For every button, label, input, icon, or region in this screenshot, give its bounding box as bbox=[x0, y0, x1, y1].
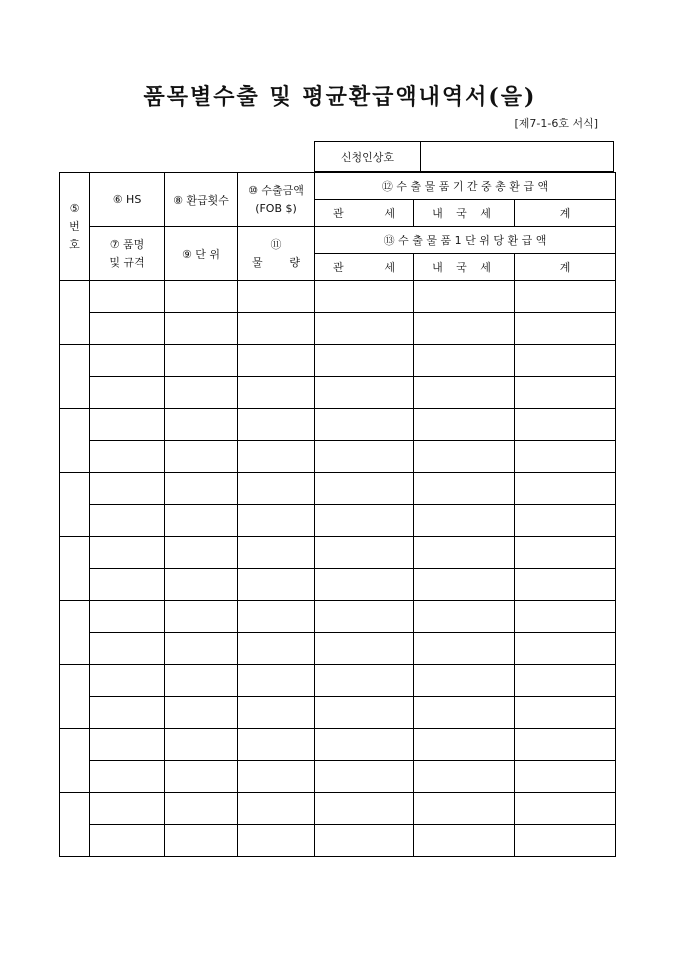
table-cell[interactable] bbox=[90, 537, 165, 569]
row-number-cell[interactable] bbox=[60, 665, 90, 729]
table-cell[interactable] bbox=[414, 665, 515, 697]
table-cell[interactable] bbox=[238, 505, 315, 537]
table-cell[interactable] bbox=[515, 697, 616, 729]
table-cell[interactable] bbox=[515, 441, 616, 473]
table-cell[interactable] bbox=[414, 697, 515, 729]
table-cell[interactable] bbox=[165, 473, 238, 505]
domestic-tax-header-2: 내 국 세 bbox=[414, 254, 515, 281]
table-cell[interactable] bbox=[315, 313, 414, 345]
table-row bbox=[60, 409, 616, 441]
table-cell[interactable] bbox=[515, 537, 616, 569]
table-cell[interactable] bbox=[515, 313, 616, 345]
table-cell[interactable] bbox=[315, 569, 414, 601]
table-cell[interactable] bbox=[414, 729, 515, 761]
table-cell[interactable] bbox=[238, 313, 315, 345]
table-cell[interactable] bbox=[315, 441, 414, 473]
table-cell[interactable] bbox=[414, 601, 515, 633]
table-cell[interactable] bbox=[238, 569, 315, 601]
number-header-char1: 번 bbox=[69, 219, 80, 233]
table-cell[interactable] bbox=[515, 665, 616, 697]
item-name-label: ⑦ 품명 bbox=[109, 237, 145, 251]
per-unit-refund-header: ⑬ 수 출 물 품 1 단 위 당 환 급 액 bbox=[315, 227, 616, 254]
period-total-refund-header: ⑫ 수 출 물 품 기 간 중 총 환 급 액 bbox=[315, 173, 616, 200]
customs-char-a: 관 bbox=[333, 261, 344, 274]
customs-char-b: 세 bbox=[384, 261, 395, 274]
item-spec-label: 및 규격 bbox=[109, 255, 145, 269]
table-cell[interactable] bbox=[165, 345, 238, 377]
table-cell[interactable] bbox=[315, 345, 414, 377]
domestic-tax-header-1: 내 국 세 bbox=[414, 200, 515, 227]
table-cell[interactable] bbox=[238, 825, 315, 857]
table-cell[interactable] bbox=[238, 665, 315, 697]
row-number-cell[interactable] bbox=[60, 473, 90, 537]
table-cell[interactable] bbox=[414, 825, 515, 857]
table-cell[interactable] bbox=[165, 409, 238, 441]
row-number-cell[interactable] bbox=[60, 537, 90, 601]
table-cell[interactable] bbox=[165, 441, 238, 473]
applicant-label: 신청인상호 bbox=[315, 142, 421, 171]
table-row bbox=[60, 281, 616, 313]
table-cell[interactable] bbox=[515, 761, 616, 793]
table-row bbox=[60, 473, 616, 505]
number-header-char2: 호 bbox=[69, 237, 80, 251]
table-cell[interactable] bbox=[414, 793, 515, 825]
table-cell[interactable] bbox=[515, 569, 616, 601]
table-row bbox=[60, 665, 616, 697]
unit-header: ⑨ 단 위 bbox=[165, 227, 238, 281]
table-cell[interactable] bbox=[315, 665, 414, 697]
table-cell[interactable] bbox=[90, 281, 165, 313]
table-row bbox=[60, 697, 616, 729]
table-cell[interactable] bbox=[165, 665, 238, 697]
export-amount-header bbox=[238, 173, 315, 227]
table-cell[interactable] bbox=[315, 633, 414, 665]
applicant-box bbox=[314, 141, 614, 172]
table-cell[interactable] bbox=[315, 825, 414, 857]
table-row bbox=[60, 729, 616, 761]
table-cell[interactable] bbox=[90, 601, 165, 633]
table-cell[interactable] bbox=[165, 729, 238, 761]
table-cell[interactable] bbox=[315, 281, 414, 313]
table-cell[interactable] bbox=[165, 281, 238, 313]
table-row bbox=[60, 825, 616, 857]
table-cell[interactable] bbox=[515, 505, 616, 537]
table-cell[interactable] bbox=[90, 761, 165, 793]
table-cell[interactable] bbox=[515, 633, 616, 665]
table-cell[interactable] bbox=[315, 729, 414, 761]
table-cell[interactable] bbox=[238, 345, 315, 377]
table-cell[interactable] bbox=[414, 633, 515, 665]
table-cell[interactable] bbox=[238, 729, 315, 761]
table-cell[interactable] bbox=[165, 633, 238, 665]
table-cell[interactable] bbox=[515, 601, 616, 633]
table-cell[interactable] bbox=[414, 569, 515, 601]
table-cell[interactable] bbox=[515, 281, 616, 313]
table-cell[interactable] bbox=[165, 377, 238, 409]
item-name-header bbox=[90, 227, 165, 281]
table-cell[interactable] bbox=[238, 697, 315, 729]
table-row bbox=[60, 633, 616, 665]
refund-count-header: ⑧ 환급횟수 bbox=[165, 173, 238, 227]
quantity-number: ⑪ bbox=[270, 237, 282, 251]
row-number-cell[interactable] bbox=[60, 601, 90, 665]
page-title: 품목별수출 및 평균환급액내역서(을) bbox=[143, 84, 537, 110]
form-number: [제7-1-6호 서식] bbox=[514, 117, 598, 130]
table-cell[interactable] bbox=[515, 377, 616, 409]
table-cell[interactable] bbox=[414, 761, 515, 793]
hs-header: ⑥ HS bbox=[90, 173, 165, 227]
table-cell[interactable] bbox=[515, 729, 616, 761]
table-row bbox=[60, 761, 616, 793]
table-cell[interactable] bbox=[90, 633, 165, 665]
table-cell[interactable] bbox=[315, 761, 414, 793]
table-row bbox=[60, 313, 616, 345]
quantity-char-a: 물 bbox=[252, 255, 263, 269]
header-row-1 bbox=[60, 173, 616, 200]
export-amount-unit: (FOB $) bbox=[255, 201, 297, 215]
table-cell[interactable] bbox=[515, 825, 616, 857]
table-row bbox=[60, 601, 616, 633]
table-cell[interactable] bbox=[165, 761, 238, 793]
table-row bbox=[60, 377, 616, 409]
table-cell[interactable] bbox=[90, 697, 165, 729]
customs-char-b: 세 bbox=[384, 207, 395, 220]
table-cell[interactable] bbox=[414, 441, 515, 473]
table-cell[interactable] bbox=[165, 569, 238, 601]
row-number-cell[interactable] bbox=[60, 345, 90, 409]
table-cell[interactable] bbox=[238, 473, 315, 505]
table-cell[interactable] bbox=[90, 569, 165, 601]
table-cell[interactable] bbox=[165, 697, 238, 729]
table-cell[interactable] bbox=[165, 537, 238, 569]
table-cell[interactable] bbox=[414, 537, 515, 569]
table-cell[interactable] bbox=[90, 473, 165, 505]
table-cell[interactable] bbox=[414, 345, 515, 377]
table-cell[interactable] bbox=[414, 313, 515, 345]
table-cell[interactable] bbox=[315, 473, 414, 505]
table-cell[interactable] bbox=[515, 409, 616, 441]
number-header bbox=[60, 173, 90, 281]
table-cell[interactable] bbox=[315, 697, 414, 729]
row-number-cell[interactable] bbox=[60, 793, 90, 857]
export-amount-label: ⑩ 수출금액 bbox=[248, 183, 304, 197]
row-number-cell[interactable] bbox=[60, 281, 90, 345]
table-row bbox=[60, 441, 616, 473]
table-cell[interactable] bbox=[238, 761, 315, 793]
table-cell[interactable] bbox=[238, 377, 315, 409]
table-cell[interactable] bbox=[414, 505, 515, 537]
total-header-2: 계 bbox=[515, 254, 616, 281]
table-cell[interactable] bbox=[315, 377, 414, 409]
customs-header-1 bbox=[315, 200, 414, 227]
table-cell[interactable] bbox=[165, 601, 238, 633]
table-cell[interactable] bbox=[315, 537, 414, 569]
table-cell[interactable] bbox=[515, 793, 616, 825]
table-cell[interactable] bbox=[165, 825, 238, 857]
table-cell[interactable] bbox=[165, 793, 238, 825]
table-cell[interactable] bbox=[238, 793, 315, 825]
table-row bbox=[60, 505, 616, 537]
table-cell[interactable] bbox=[238, 537, 315, 569]
table-cell[interactable] bbox=[238, 633, 315, 665]
table-cell[interactable] bbox=[414, 473, 515, 505]
refund-table bbox=[59, 172, 616, 857]
table-cell[interactable] bbox=[515, 345, 616, 377]
total-header-1: 계 bbox=[515, 200, 616, 227]
row-number-cell[interactable] bbox=[60, 409, 90, 473]
table-cell[interactable] bbox=[90, 665, 165, 697]
quantity-char-b: 량 bbox=[289, 255, 300, 269]
table-cell[interactable] bbox=[315, 601, 414, 633]
table-cell[interactable] bbox=[238, 601, 315, 633]
table-cell[interactable] bbox=[90, 345, 165, 377]
header-row-3 bbox=[60, 227, 616, 254]
table-cell[interactable] bbox=[90, 441, 165, 473]
table-cell[interactable] bbox=[90, 793, 165, 825]
table-row bbox=[60, 793, 616, 825]
customs-char-a: 관 bbox=[333, 207, 344, 220]
table-row bbox=[60, 345, 616, 377]
table-cell[interactable] bbox=[165, 505, 238, 537]
table-cell[interactable] bbox=[315, 793, 414, 825]
table-cell[interactable] bbox=[315, 505, 414, 537]
customs-header-2 bbox=[315, 254, 414, 281]
table-cell[interactable] bbox=[238, 409, 315, 441]
table-cell[interactable] bbox=[90, 729, 165, 761]
table-cell[interactable] bbox=[238, 281, 315, 313]
table-row bbox=[60, 569, 616, 601]
quantity-header bbox=[238, 227, 315, 281]
table-cell[interactable] bbox=[90, 505, 165, 537]
row-number-cell[interactable] bbox=[60, 729, 90, 793]
table-cell[interactable] bbox=[315, 409, 414, 441]
table-cell[interactable] bbox=[414, 409, 515, 441]
table-cell[interactable] bbox=[414, 377, 515, 409]
table-cell[interactable] bbox=[515, 473, 616, 505]
number-header-circle: ⑤ bbox=[69, 201, 80, 215]
applicant-name-field[interactable] bbox=[421, 142, 613, 171]
table-cell[interactable] bbox=[165, 313, 238, 345]
table-cell[interactable] bbox=[90, 825, 165, 857]
table-row bbox=[60, 537, 616, 569]
table-cell[interactable] bbox=[414, 281, 515, 313]
table-cell[interactable] bbox=[90, 409, 165, 441]
table-cell[interactable] bbox=[238, 441, 315, 473]
table-cell[interactable] bbox=[90, 313, 165, 345]
table-cell[interactable] bbox=[90, 377, 165, 409]
